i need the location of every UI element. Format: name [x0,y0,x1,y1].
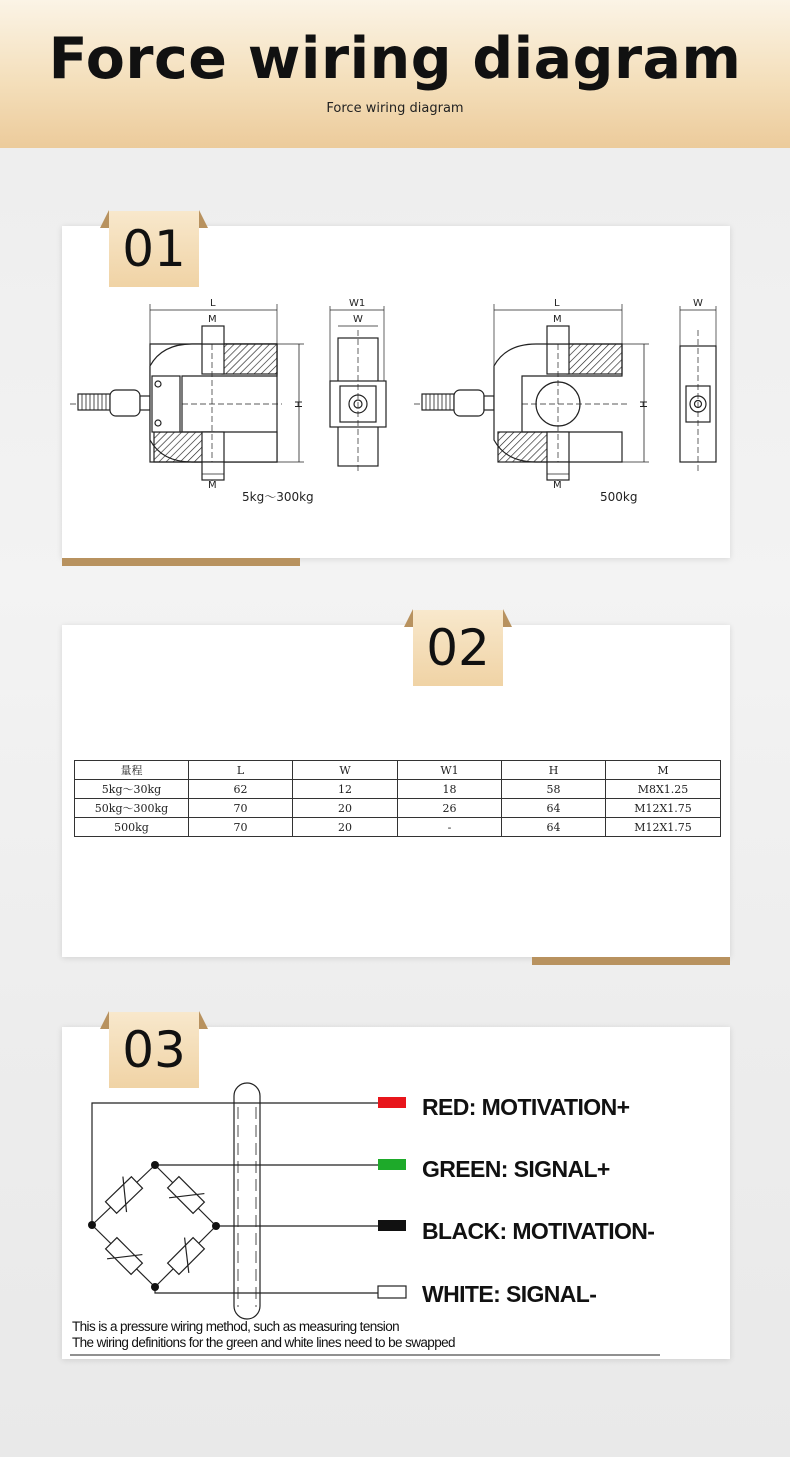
table-row [75,780,721,799]
table-cell: 50kg～300kg [75,799,189,818]
spec-table [74,760,721,837]
wire-label-red: RED: MOTIVATION+ [422,1094,630,1120]
dim-label-L-2: L [554,298,560,309]
table-cell: M12X1.75 [606,818,721,837]
table-cell: 64 [502,818,606,837]
dim-label-M-top-2: M [553,314,562,325]
table-cell: 20 [293,818,398,837]
section-01-accent-bar [62,558,300,566]
dim-label-M-top: M [208,314,217,325]
wire-label-black: BLACK: MOTIVATION- [422,1218,655,1244]
wiring-note-2: The wiring definitions for the green and white lines need to be swapped [72,1335,455,1350]
header-banner [0,0,790,148]
wiring-note-1: This is a pressure wiring method, such as measuring tension [72,1319,400,1334]
dim-label-H-2: H [639,400,650,408]
table-header-cell: L [189,761,293,780]
table-cell: 26 [398,799,502,818]
table-cell: 62 [189,780,293,799]
section-number-badge: 01 [109,211,199,287]
table-header-cell: H [502,761,606,780]
wire-color-chip-green [378,1159,406,1170]
dim-label-W: W [353,314,363,325]
wire-label-green: GREEN: SIGNAL+ [422,1156,610,1182]
table-cell: 70 [189,818,293,837]
table-cell: - [398,818,502,837]
table-header-cell: W1 [398,761,502,780]
table-header-row [75,761,721,780]
dim-label-W1: W1 [349,298,366,309]
table-cell: 70 [189,799,293,818]
page-subtitle: Force wiring diagram [326,101,464,116]
dim-label-H: H [294,400,305,408]
table-cell: 20 [293,799,398,818]
dim-label-M-bottom-2: M [553,480,562,491]
table-header-cell: M [606,761,721,780]
table-cell: 58 [502,780,606,799]
table-cell: 64 [502,799,606,818]
table-row [75,799,721,818]
table-cell: M12X1.75 [606,799,721,818]
dim-label-L: L [210,298,216,309]
table-cell: 500kg [75,818,189,837]
table-header-cell: 量程 [75,761,189,780]
wire-label-white: WHITE: SIGNAL- [422,1281,597,1307]
range-label-2: 500kg [600,490,638,504]
section-number-badge: 02 [413,610,503,686]
table-cell: 12 [293,780,398,799]
wire-color-chip-black [378,1220,406,1231]
table-cell: 5kg～30kg [75,780,189,799]
dim-label-W-2: W [693,298,703,309]
table-cell: 18 [398,780,502,799]
section-number-badge: 03 [109,1012,199,1088]
page-title: Force wiring diagram [48,26,742,92]
section-02-accent-bar [532,957,730,965]
table-cell: M8X1.25 [606,780,721,799]
table-header-cell: W [293,761,398,780]
dim-label-M-bottom: M [208,480,217,491]
wire-color-chip-red [378,1097,406,1108]
wire-color-chip-white [378,1286,406,1298]
table-row [75,818,721,837]
section-02-card [62,625,730,957]
range-label-1: 5kg～300kg [242,490,314,504]
